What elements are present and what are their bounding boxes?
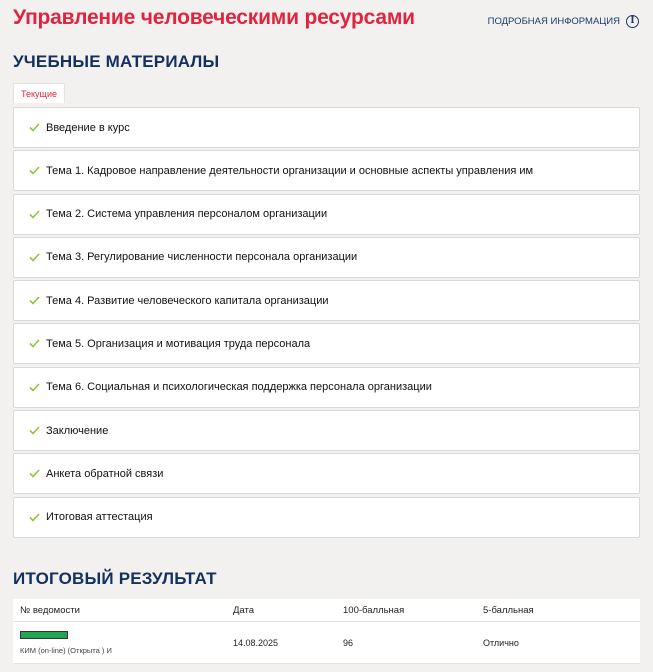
material-item-label: Тема 1. Кадровое направление деятельности организации и основные аспекты управления им (46, 164, 534, 177)
more-info-label: ПОДРОБНАЯ ИНФОРМАЦИЯ (487, 16, 620, 27)
table-row (13, 622, 640, 664)
statement-cell (13, 631, 226, 655)
check-icon (28, 295, 40, 307)
check-icon (28, 338, 40, 350)
material-item-label: Тема 2. Система управления персоналом организации (46, 208, 328, 221)
check-icon (28, 122, 40, 134)
material-item[interactable] (13, 280, 640, 321)
info-icon[interactable]: I (626, 15, 639, 28)
material-item-label: Тема 6. Социальная и психологическая поддержка персонала организации (46, 381, 432, 394)
material-item-label: Тема 3. Регулирование численности персонала организации (46, 251, 358, 264)
material-item[interactable] (13, 497, 640, 538)
column-header: 5-балльная (483, 604, 534, 616)
progress-bar (20, 631, 68, 639)
more-info-link[interactable] (488, 15, 639, 28)
column-header: № ведомости (20, 604, 80, 616)
material-item-label: Тема 5. Организация и мотивация труда персонала (46, 337, 311, 350)
material-item-label: Заключение (46, 424, 109, 437)
page-title: Управление человеческими ресурсами (13, 6, 415, 29)
score100-cell: 96 (343, 637, 354, 648)
result-table (13, 599, 640, 664)
column-header: 100-балльная (343, 604, 405, 616)
statement-name[interactable]: КИМ (on-line) (Открыта ) И (20, 645, 112, 655)
material-item-label: Анкета обратной связи (46, 467, 164, 480)
materials-title: УЧЕБНЫЕ МАТЕРИАЛЫ (13, 52, 220, 71)
material-item[interactable] (13, 367, 640, 408)
column-header: Дата (233, 604, 255, 616)
material-item[interactable] (13, 150, 640, 191)
check-icon (28, 208, 40, 220)
material-item-label: Тема 4. Развитие человеческого капитала организации (46, 294, 329, 307)
tab-current[interactable]: Текущие (13, 83, 65, 103)
table-header (13, 599, 640, 622)
score5-cell: Отлично (483, 637, 519, 648)
material-item[interactable] (13, 410, 640, 451)
material-item[interactable] (13, 107, 640, 148)
material-item[interactable] (13, 237, 640, 278)
material-item-label: Итоговая аттестация (46, 511, 153, 524)
check-icon (28, 425, 40, 437)
material-item[interactable] (13, 323, 640, 364)
progress-fill (21, 632, 67, 638)
result-title: ИТОГОВЫЙ РЕЗУЛЬТАТ (13, 569, 217, 588)
material-item-label: Введение в курс (46, 121, 130, 134)
materials-list (13, 107, 640, 540)
check-icon (28, 468, 40, 480)
date-cell: 14.08.2025 (233, 637, 279, 648)
check-icon (28, 251, 40, 263)
material-item[interactable] (13, 194, 640, 235)
check-icon (28, 165, 40, 177)
material-item[interactable] (13, 453, 640, 494)
check-icon (28, 511, 40, 523)
check-icon (28, 381, 40, 393)
